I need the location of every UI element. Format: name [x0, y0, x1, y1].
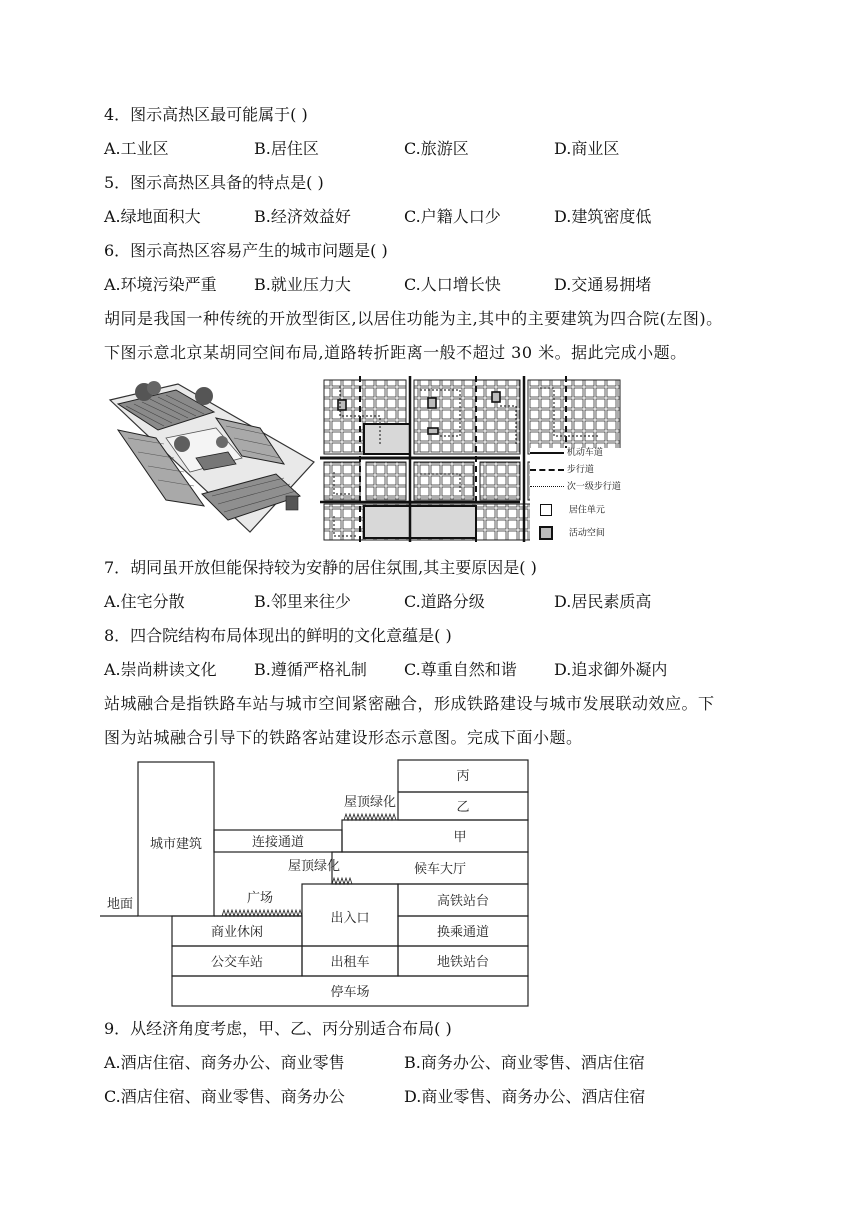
legend-label: 居住单元 — [568, 505, 605, 516]
option-b[interactable]: B.邻里来往少 — [254, 592, 351, 611]
question-8-options — [104, 659, 824, 681]
option-b[interactable]: B.居住区 — [254, 139, 319, 158]
hutong-map-legend — [530, 448, 650, 544]
label-jia: 甲 — [453, 830, 467, 845]
option-d[interactable]: D.建筑密度低 — [554, 207, 652, 226]
question-9-options-row-2 — [104, 1086, 824, 1108]
label-entrance: 出入口 — [330, 911, 370, 926]
residential-block — [528, 380, 620, 454]
question-7-stem: 7．胡同虽开放但能保持较为安静的居住氛围,其主要原因是( ) — [104, 558, 537, 577]
option-a[interactable]: A.绿地面积大 — [104, 207, 201, 226]
option-a[interactable]: A.崇尚耕读文化 — [104, 660, 217, 679]
option-a[interactable]: A.住宅分散 — [104, 592, 185, 611]
option-b[interactable]: B.就业压力大 — [254, 275, 351, 294]
label-hsr-platform: 高铁站台 — [436, 894, 490, 909]
option-c[interactable]: C.人口增长快 — [404, 275, 501, 294]
option-d[interactable]: D.追求御外凝内 — [554, 660, 668, 679]
station-city-diagram — [100, 756, 540, 1010]
option-a[interactable]: A.酒店住宿、商务办公、商业零售 — [104, 1053, 345, 1072]
legend-label: 活动空间 — [568, 528, 605, 539]
option-c[interactable]: C.酒店住宿、商业零售、商务办公 — [104, 1087, 345, 1106]
question-4-options — [104, 138, 824, 160]
legend-walkway — [530, 465, 594, 475]
option-d[interactable]: D.商业区 — [554, 139, 620, 158]
option-c[interactable]: C.户籍人口少 — [404, 207, 501, 226]
hutong-intro-line-1: 胡同是我国一种传统的开放型街区,以居住功能为主,其中的主要建筑为四合院(左图)。 — [104, 309, 723, 328]
residential-block — [414, 462, 474, 500]
label-roof-green-lower: 屋顶绿化 — [287, 859, 341, 874]
option-c[interactable]: C.道路分级 — [404, 592, 485, 611]
question-5-stem: 5．图示高热区具备的特点是( ) — [104, 173, 324, 192]
hutong-intro-line-2: 下图示意北京某胡同空间布局,道路转折距离一般不超过 30 米。据此完成小题。 — [104, 343, 687, 362]
activity-space — [338, 400, 346, 410]
question-5-options — [104, 206, 824, 228]
option-d[interactable]: D.居民素质高 — [554, 592, 652, 611]
label-bing: 丙 — [456, 769, 470, 784]
legend-label: 机动车道 — [566, 448, 603, 458]
legend-label: 次一级步行道 — [566, 482, 621, 492]
option-b[interactable]: B.遵循严格礼制 — [254, 660, 367, 679]
question-6-stem: 6．图示高热区容易产生的城市问题是( ) — [104, 241, 388, 260]
residential-block — [366, 462, 406, 500]
option-d[interactable]: D.交通易拥堵 — [554, 275, 652, 294]
legend-label: 步行道 — [566, 465, 594, 475]
label-metro: 地铁站台 — [436, 955, 490, 970]
siheyuan-illustration — [104, 378, 316, 540]
legend-activity-space — [530, 526, 605, 540]
question-8-stem: 8．四合院结构布局体现出的鲜明的文化意蕴是( ) — [104, 626, 452, 645]
activity-space — [428, 428, 438, 434]
legend-residential-unit — [530, 504, 605, 516]
option-a[interactable]: A.工业区 — [104, 139, 169, 158]
label-yi: 乙 — [456, 800, 470, 815]
residential-block — [414, 380, 520, 454]
option-c[interactable]: C.旅游区 — [404, 139, 469, 158]
question-4-stem: 4．图示高热区最可能属于( ) — [104, 105, 308, 124]
option-d[interactable]: D.商业零售、商务办公、酒店住宿 — [404, 1087, 646, 1106]
option-b[interactable]: B.商务办公、商业零售、酒店住宿 — [404, 1053, 645, 1072]
option-a[interactable]: A.环境污染严重 — [104, 275, 217, 294]
activity-space — [428, 398, 436, 408]
label-waiting-hall: 候车大厅 — [413, 862, 467, 877]
legend-motor-road — [530, 448, 603, 458]
residential-block — [480, 462, 520, 500]
question-6-options — [104, 274, 824, 296]
open-space — [364, 506, 476, 538]
label-plaza: 广场 — [246, 891, 274, 906]
label-ground: 地面 — [106, 897, 134, 912]
option-c[interactable]: C.尊重自然和谐 — [404, 660, 517, 679]
option-b[interactable]: B.经济效益好 — [254, 207, 351, 226]
open-space — [364, 424, 410, 454]
station-intro-line-1: 站城融合是指铁路车站与城市空间紧密融合，形成铁路建设与城市发展联动效应。下 — [104, 694, 715, 713]
label-connect-passage: 连接通道 — [251, 835, 305, 850]
label-parking: 停车场 — [330, 985, 370, 1000]
activity-space — [492, 392, 500, 402]
legend-secondary-walkway — [530, 482, 621, 492]
label-roof-green-upper: 屋顶绿化 — [343, 795, 397, 810]
label-bus: 公交车站 — [210, 955, 264, 970]
label-city-building: 城市建筑 — [149, 837, 203, 852]
question-9-stem: 9．从经济角度考虑，甲、乙、丙分别适合布局( ) — [104, 1019, 452, 1038]
question-7-options — [104, 591, 824, 613]
question-9-options-row-1 — [104, 1052, 824, 1074]
label-transfer: 换乘通道 — [436, 925, 490, 940]
label-taxi: 出租车 — [330, 955, 370, 970]
label-commerce: 商业休闲 — [210, 925, 264, 940]
station-intro-line-2: 图为站城融合引导下的铁路客站建设形态示意图。完成下面小题。 — [104, 728, 583, 747]
